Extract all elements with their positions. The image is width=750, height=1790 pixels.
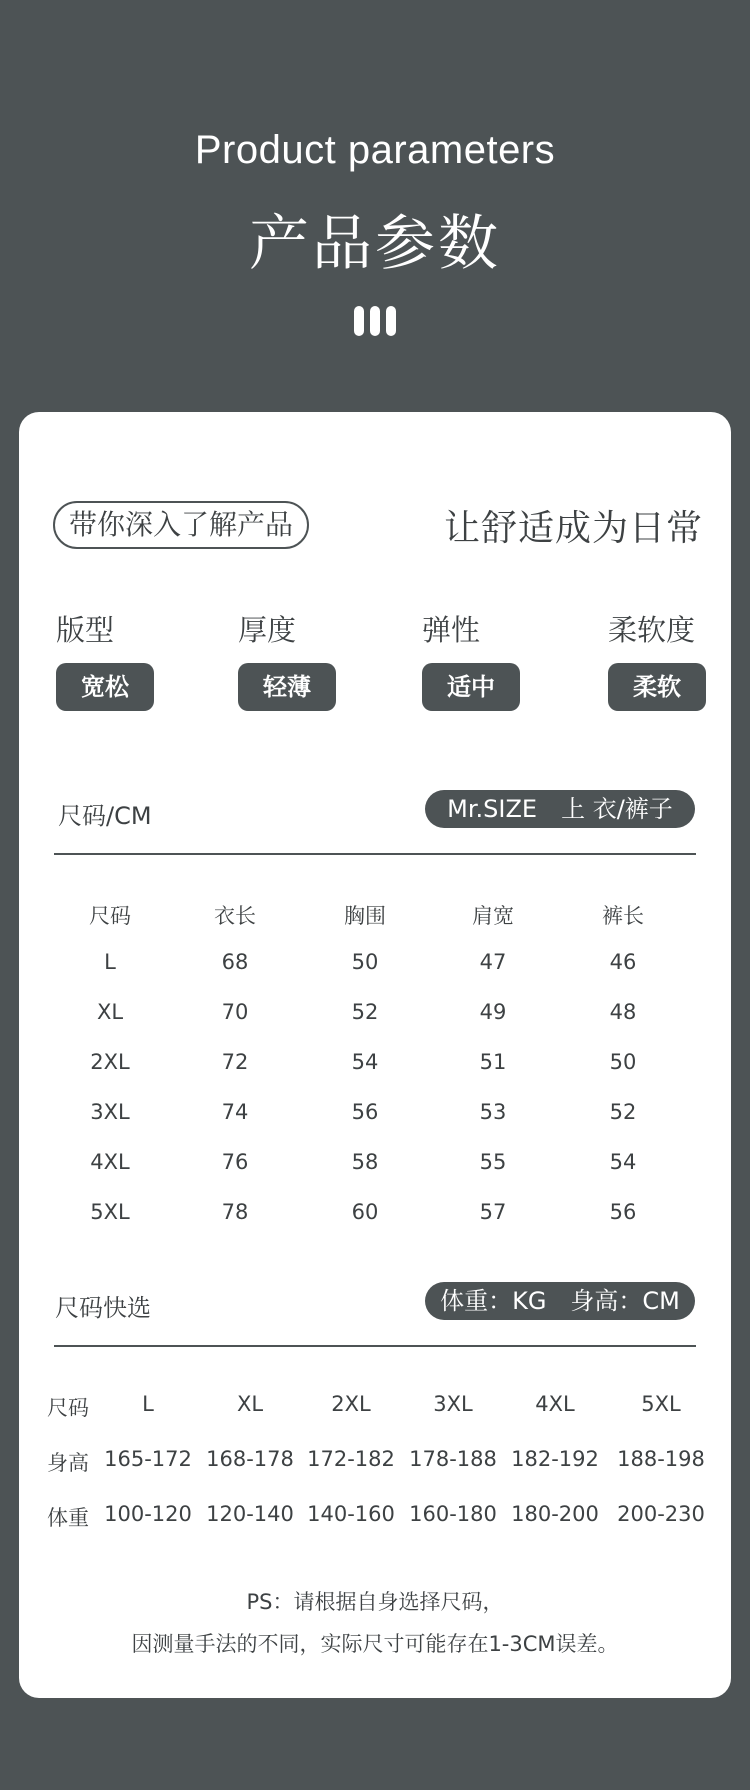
size-table-header: 裤长: [602, 904, 644, 928]
slogan: 让舒适成为日常: [443, 508, 703, 549]
page-title-cn: 产品参数: [249, 209, 501, 279]
quick-select-cell: 4XL: [535, 1392, 575, 1416]
intro-badge: 带你深入了解产品: [53, 501, 309, 549]
size-table-header: 胸围: [344, 904, 386, 928]
quick-select-cell: 188-198: [617, 1447, 705, 1471]
size-table-header: 尺码: [89, 904, 131, 928]
size-table-header: 衣长: [214, 904, 256, 928]
attribute-fit: [56, 608, 156, 711]
size-table-cell: 46: [609, 950, 637, 974]
size-table-cell: 51: [479, 1050, 507, 1074]
size-table-cell: 56: [351, 1100, 379, 1124]
size-table-cell: 56: [609, 1200, 637, 1224]
note-line-2: 因测量手法的不同，实际尺寸可能存在1-3CM误差。: [131, 1632, 619, 1656]
quick-select-title: 尺码快选: [55, 1294, 151, 1322]
attribute-label: 柔软度: [608, 613, 696, 647]
quick-select-cell: 200-230: [617, 1502, 705, 1526]
size-table-cell: L: [104, 950, 116, 974]
attribute-tag: 宽松: [56, 663, 154, 711]
divider: [54, 853, 696, 855]
attribute-tag: 适中: [422, 663, 520, 711]
size-table-cell: 5XL: [90, 1200, 130, 1224]
quick-select-cell: 160-180: [409, 1502, 497, 1526]
size-table-cell: 70: [221, 1000, 249, 1024]
size-table-cell: 54: [351, 1050, 379, 1074]
attribute-tag: 轻薄: [238, 663, 336, 711]
quick-select-cell: 168-178: [206, 1447, 294, 1471]
size-table-cell: 48: [609, 1000, 637, 1024]
size-table-cell: 68: [221, 950, 249, 974]
attribute-thickness: [238, 608, 338, 711]
quick-select-row-label: 体重: [47, 1506, 89, 1530]
decorative-bars-icon: [354, 306, 396, 336]
quick-select-cell: 5XL: [641, 1392, 681, 1416]
size-table-pill: Mr.SIZE 上 衣/裤子: [425, 790, 695, 828]
parameters-card: [19, 412, 731, 1698]
quick-select-cell: 3XL: [433, 1392, 473, 1416]
size-table-cell: 74: [221, 1100, 249, 1124]
size-table-title: 尺码/CM: [58, 802, 152, 830]
attribute-tag: 柔软: [608, 663, 706, 711]
quick-select-cell: 172-182: [307, 1447, 395, 1471]
quick-select-cell: 180-200: [511, 1502, 599, 1526]
size-table-cell: 53: [479, 1100, 507, 1124]
quick-select-row-label: 身高: [47, 1451, 89, 1475]
attribute-elasticity: [422, 608, 522, 711]
size-table-cell: 52: [351, 1000, 379, 1024]
size-table-header: 肩宽: [472, 904, 514, 928]
size-table-cell: 78: [221, 1200, 249, 1224]
quick-select-cell: 182-192: [511, 1447, 599, 1471]
page-title-en: Product parameters: [194, 128, 556, 172]
quick-select-cell: 120-140: [206, 1502, 294, 1526]
attribute-label: 版型: [56, 613, 115, 647]
quick-select-pill: 体重：KG 身高：CM: [425, 1282, 695, 1320]
note-line-1: PS：请根据自身选择尺码，: [246, 1590, 504, 1614]
size-table-cell: 52: [609, 1100, 637, 1124]
size-table-cell: 49: [479, 1000, 507, 1024]
quick-select-cell: 2XL: [331, 1392, 371, 1416]
size-table-cell: 55: [479, 1150, 507, 1174]
size-table-cell: 72: [221, 1050, 249, 1074]
attribute-softness: [608, 608, 708, 711]
size-table-cell: 2XL: [90, 1050, 130, 1074]
size-table-cell: 50: [609, 1050, 637, 1074]
size-table-cell: 50: [351, 950, 379, 974]
divider: [54, 1345, 696, 1347]
attribute-label: 弹性: [422, 613, 481, 647]
quick-select-cell: 178-188: [409, 1447, 497, 1471]
size-table-cell: 57: [479, 1200, 507, 1224]
size-table-cell: 76: [221, 1150, 249, 1174]
size-table-cell: 60: [351, 1200, 379, 1224]
size-table-cell: XL: [96, 1000, 124, 1024]
quick-select-cell: XL: [236, 1392, 264, 1416]
quick-select-row-label: 尺码: [47, 1396, 89, 1420]
size-table-cell: 4XL: [90, 1150, 130, 1174]
size-table-cell: 47: [479, 950, 507, 974]
size-table-cell: 54: [609, 1150, 637, 1174]
quick-select-cell: 100-120: [104, 1502, 192, 1526]
quick-select-cell: 140-160: [307, 1502, 395, 1526]
attribute-label: 厚度: [238, 613, 297, 647]
size-table-cell: 58: [351, 1150, 379, 1174]
size-table-cell: 3XL: [90, 1100, 130, 1124]
quick-select-cell: L: [142, 1392, 154, 1416]
quick-select-cell: 165-172: [104, 1447, 192, 1471]
